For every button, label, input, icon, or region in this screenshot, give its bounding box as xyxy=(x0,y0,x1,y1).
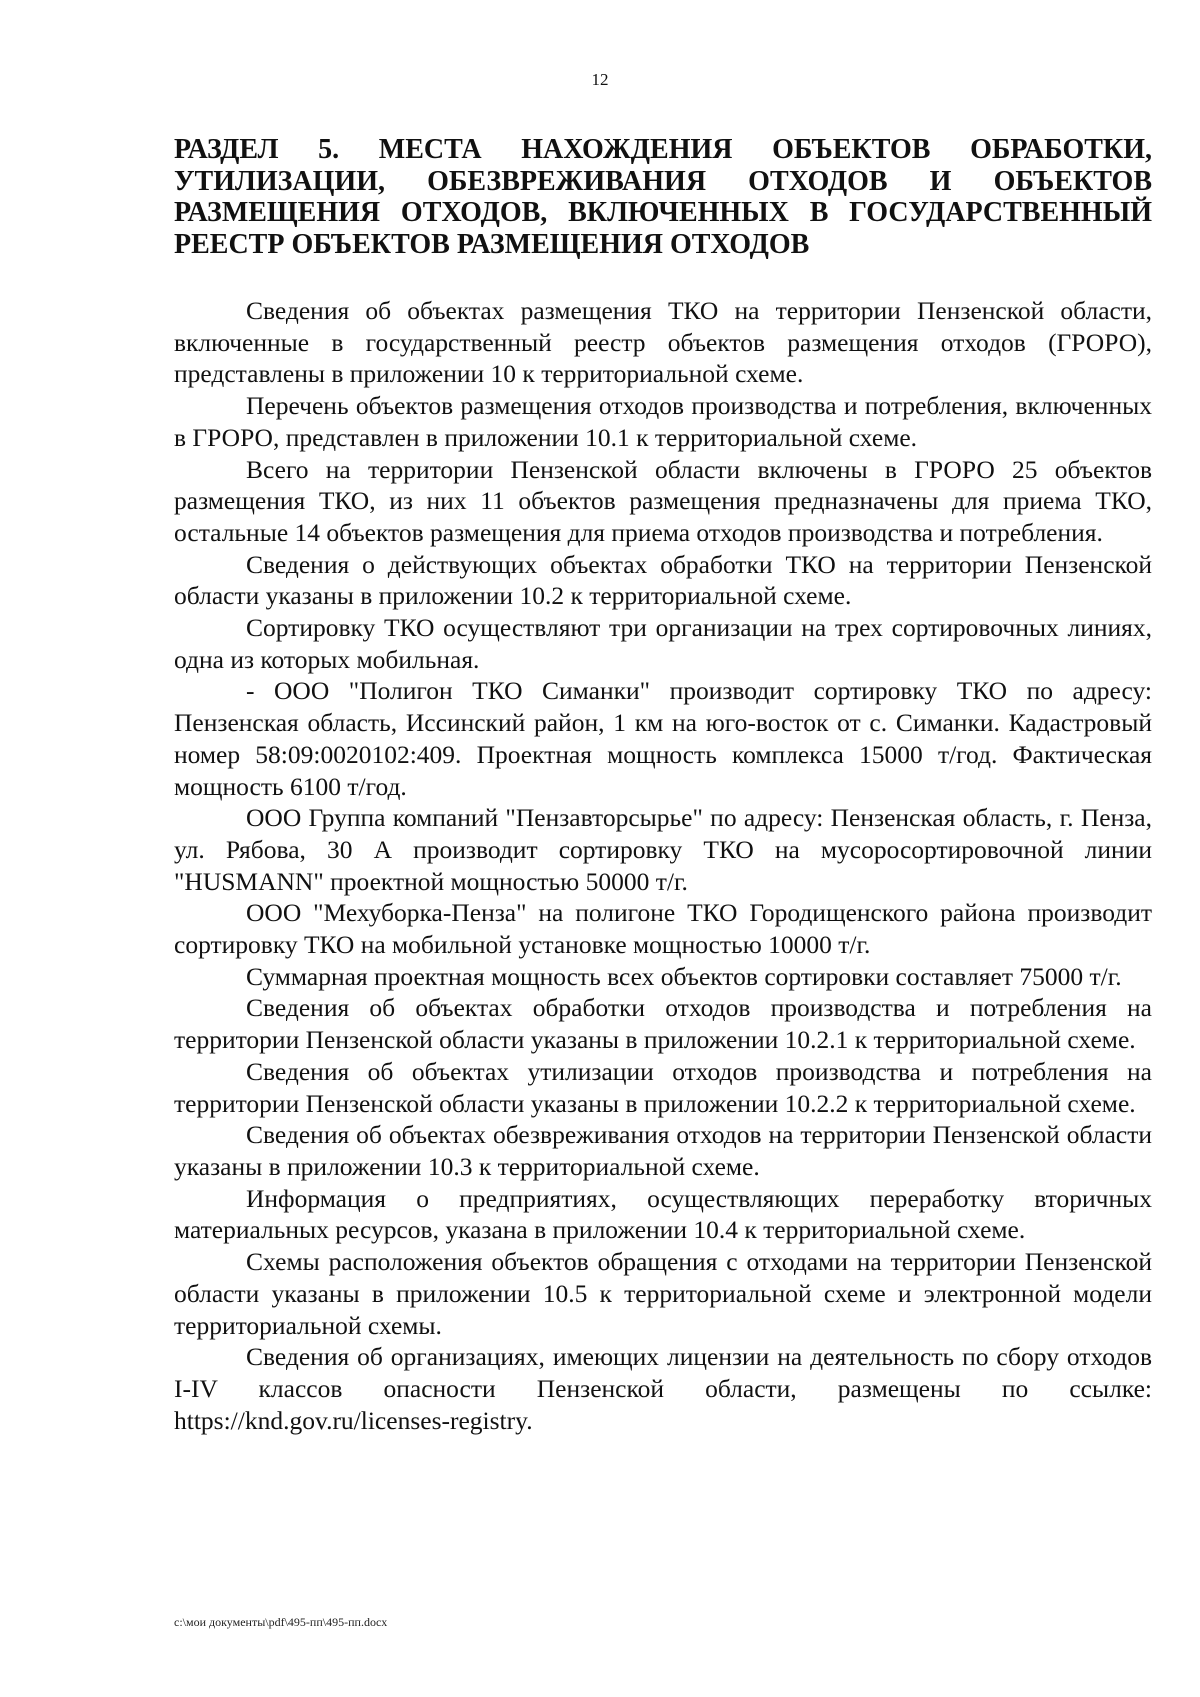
paragraph: Схемы расположения объектов обращения с отходами на территории Пензенской области указаны в приложении 10.5 к территориальной схеме и электронной модели территориальной схемы. xyxy=(174,1247,1152,1340)
body-text xyxy=(174,295,1152,1436)
paragraph: ООО Группа компаний "Пензавторсырье" по адресу: Пензенская область, г. Пенза, ул. Рябова, 30 А производит сортировку ТКО на мусоросортировочной линии "HUSMANN" проектной мощностью 50000 т/г. xyxy=(174,803,1152,896)
paragraph: Сведения об объектах обработки отходов производства и потребления на территории Пензенской области указаны в приложении 10.2.1 к территориальной схеме. xyxy=(174,993,1152,1055)
paragraph: Перечень объектов размещения отходов производства и потребления, включенных в ГРОРО, представлен в приложении 10.1 к территориальной схеме. xyxy=(174,391,1152,452)
paragraph: Информация о предприятиях, осуществляющих переработку вторичных материальных ресурсов, указана в приложении 10.4 к территориальной схеме. xyxy=(174,1183,1152,1245)
paragraph: ООО "Мехуборка-Пенза" на полигоне ТКО Городищенского района производит сортировку ТКО на мобильной установке мощностью 10000 т/г. xyxy=(174,898,1152,960)
paragraph: Сведения об организациях, имеющих лицензии на деятельность по сбору отходов I-IV классов опасности Пензенской области, размещены по ссылке: https://knd.gov.ru/licenses-registry. xyxy=(174,1342,1152,1435)
paragraph: - ООО "Полигон ТКО Симанки" производит сортировку ТКО по адресу: Пензенская область, Иссинский район, 1 км на юго-восток от с. Симанки. Кадастровый номер 58:09:0020102:409. Проектная мощность комплекса 15000 т/год. Фактическая мощность 6100 т/год. xyxy=(174,676,1152,801)
page-number: 12 xyxy=(591,70,609,89)
paragraph: Сведения об объектах утилизации отходов производства и потребления на территории Пензенской области указаны в приложении 10.2.2 к территориальной схеме. xyxy=(174,1056,1152,1118)
paragraph: Сведения о действующих объектах обработки ТКО на территории Пензенской области указаны в приложении 10.2 к территориальной схеме. xyxy=(174,549,1152,611)
section-title: РАЗДЕЛ 5. МЕСТА НАХОЖДЕНИЯ ОБЪЕКТОВ ОБРАБОТКИ, УТИЛИЗАЦИИ, ОБЕЗВРЕЖИВАНИЯ ОТХОДОВ И ОБЪЕКТОВ РАЗМЕЩЕНИЯ ОТХОДОВ, ВКЛЮЧЕННЫХ В ГОСУДАРСТВЕННЫЙ РЕЕСТР ОБЪЕКТОВ РАЗМЕЩЕНИЯ ОТХОДОВ xyxy=(174,134,1152,260)
paragraph: Сведения об объектах размещения ТКО на территории Пензенской области, включенные в государственный реестр объектов размещения отходов (ГРОРО), представлены в приложении 10 к территориальной схеме. xyxy=(174,296,1152,389)
file-path-footer: c:\мои документы\pdf\495-пп\495-пп.docx xyxy=(174,1615,388,1629)
paragraph: Всего на территории Пензенской области включены в ГРОРО 25 объектов размещения ТКО, из них 11 объектов размещения предназначены для приема ТКО, остальные 14 объектов размещения для приема отходов производства и потребления. xyxy=(174,454,1152,547)
paragraph: Сортировку ТКО осуществляют три организации на трех сортировочных линиях, одна из которых мобильная. xyxy=(174,613,1152,674)
paragraph: Сведения об объектах обезвреживания отходов на территории Пензенской области указаны в приложении 10.3 к территориальной схеме. xyxy=(174,1120,1152,1181)
paragraph: Суммарная проектная мощность всех объектов сортировки составляет 75000 т/г. xyxy=(246,961,1122,991)
